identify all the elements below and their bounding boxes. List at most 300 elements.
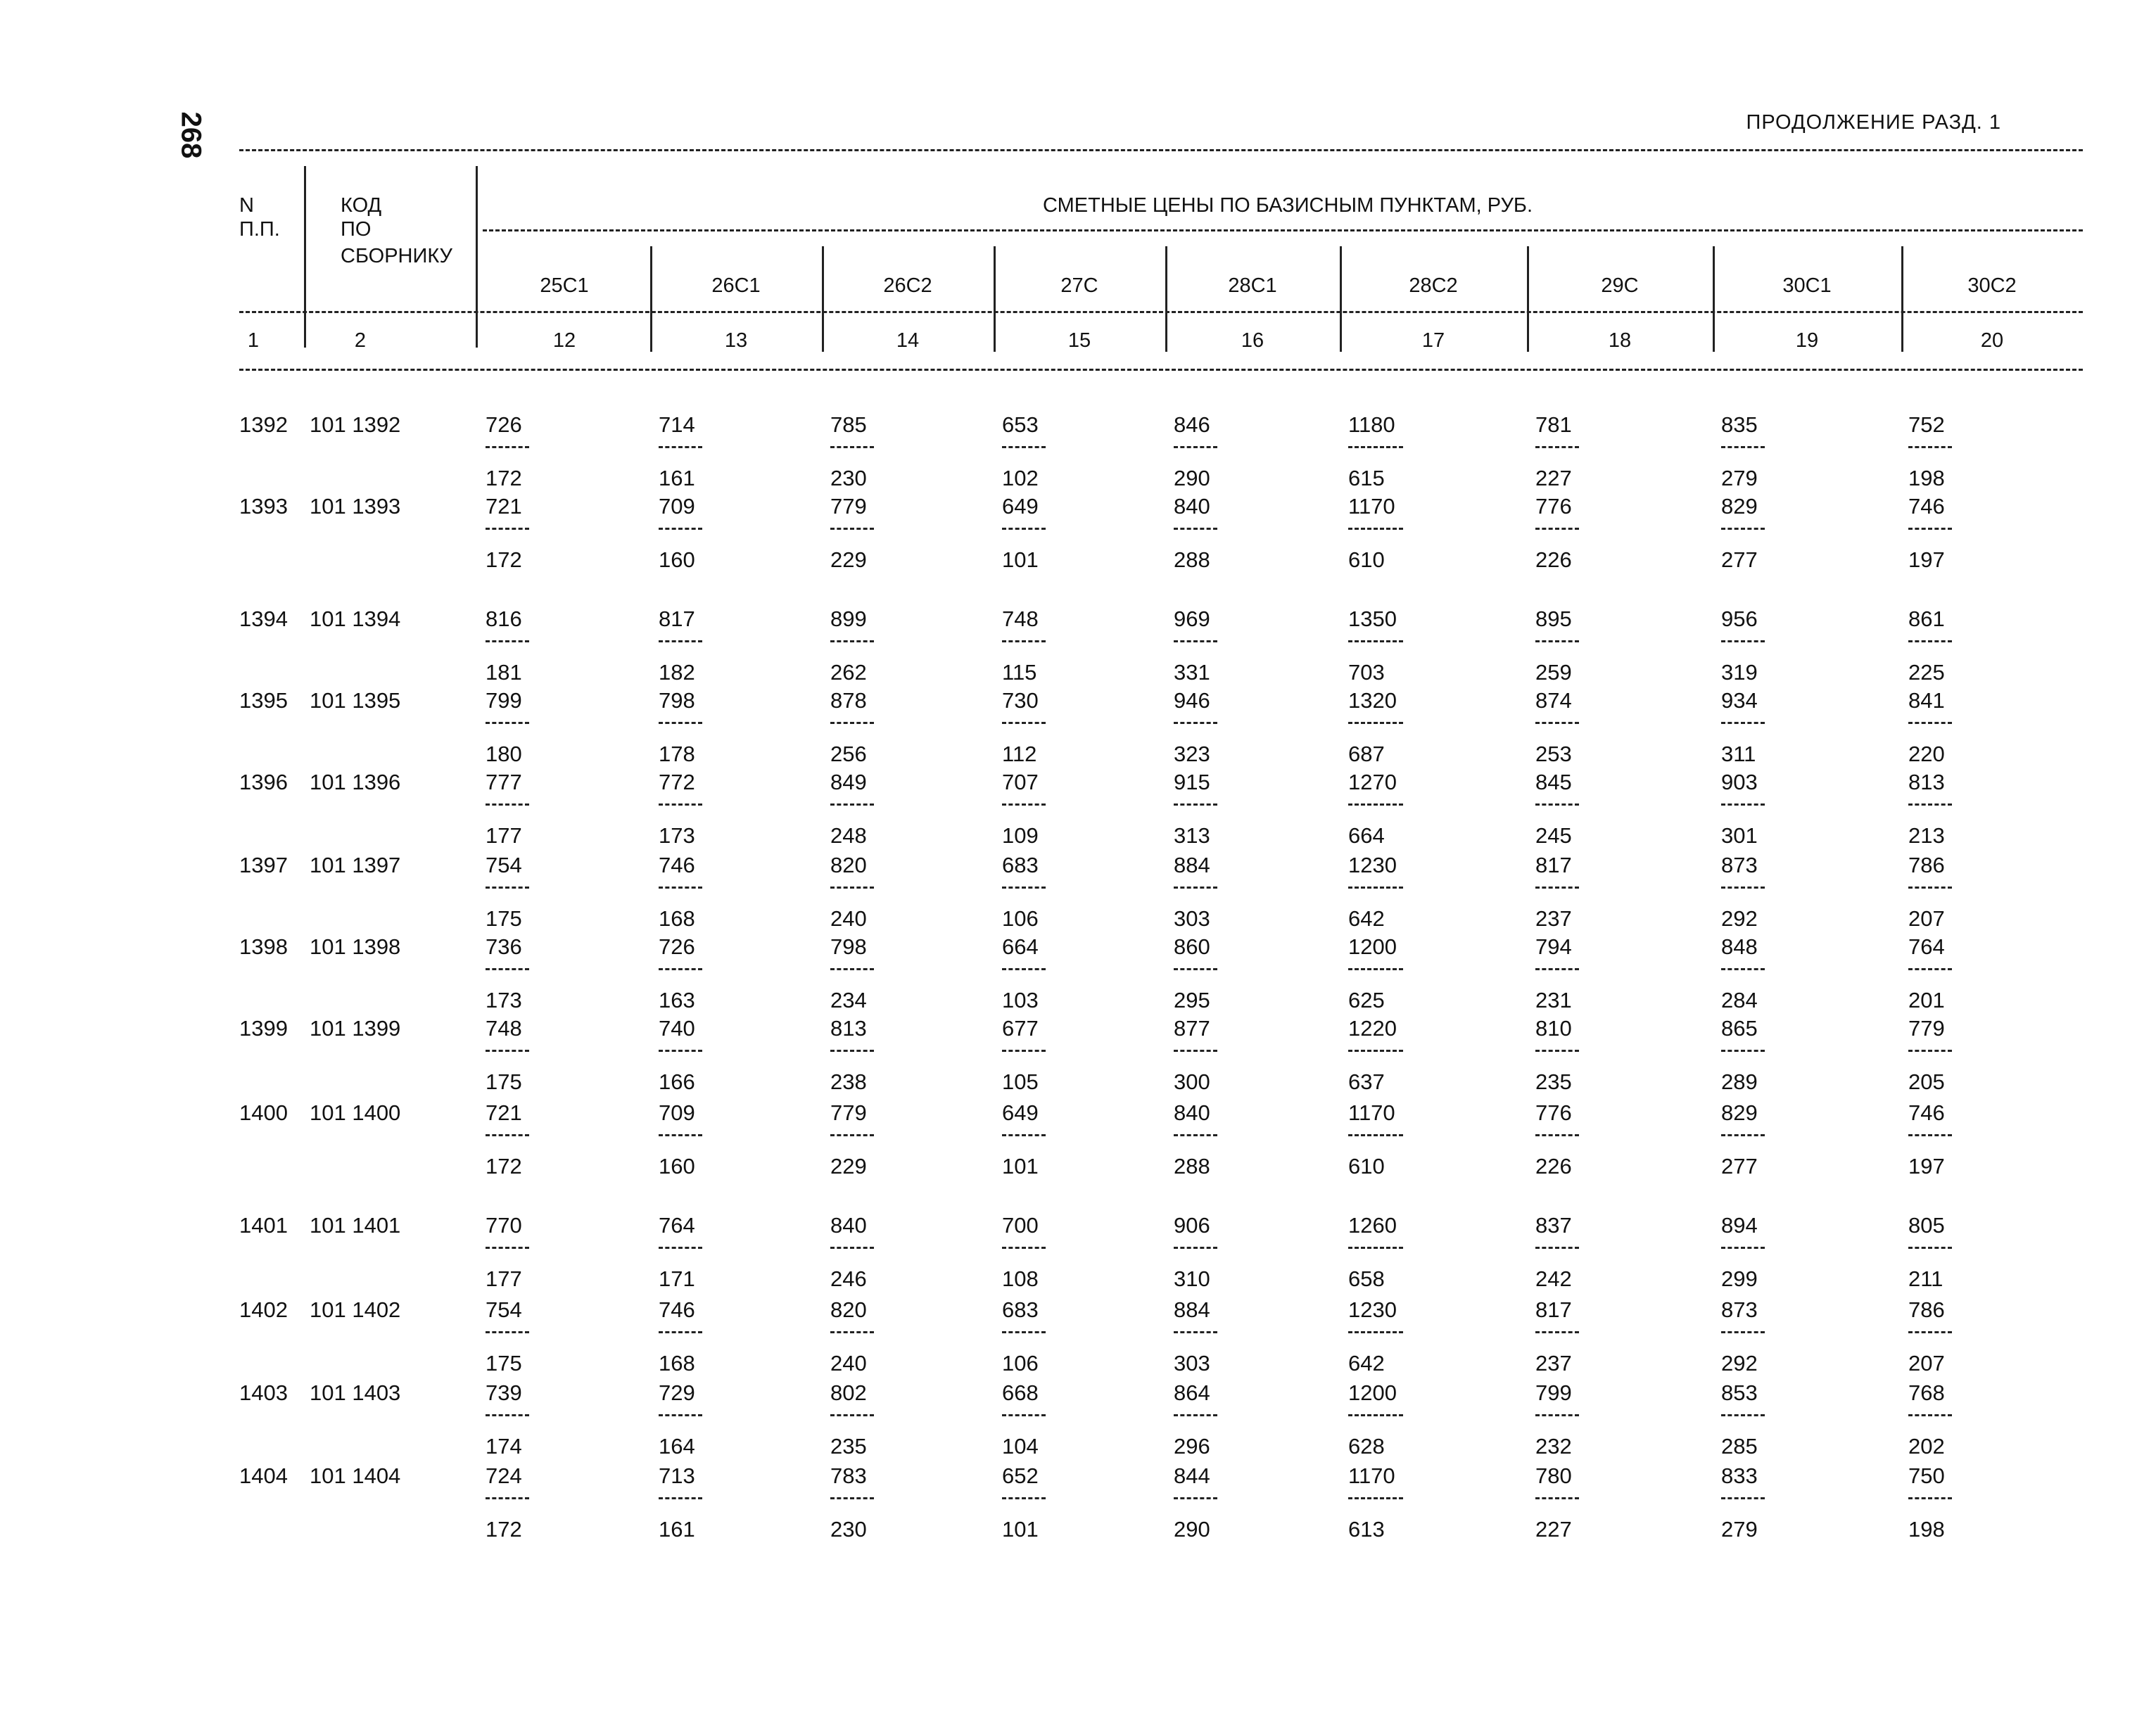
price-value: 786 [1908,853,1945,877]
fraction-line [1002,803,1046,806]
price-value: 721 [486,494,522,519]
fraction-line [830,968,874,970]
fraction-line [486,1414,529,1416]
column-number: 14 [896,329,920,352]
price-value-denominator: 181 [486,660,522,685]
price-value: 739 [486,1380,522,1405]
row-code: 101 1396 [310,770,401,794]
continuation-title: ПРОДОЛЖЕНИЕ РАЗД. 1 [1746,111,2001,134]
price-value: 700 [1002,1213,1039,1238]
price-value: 816 [486,606,522,631]
fraction-line [1721,1497,1765,1499]
price-value: 835 [1721,412,1758,437]
column-number: 17 [1421,329,1445,352]
fraction-line [1002,1050,1046,1052]
price-value-denominator: 115 [1002,660,1037,685]
price-value-denominator: 231 [1535,988,1572,1012]
row-code: 101 1400 [310,1100,401,1125]
price-value: 802 [830,1380,867,1405]
price-value-denominator: 279 [1721,1517,1758,1542]
fraction-line [1348,446,1403,448]
fraction-line [1721,1050,1765,1052]
fraction-line [1174,1134,1217,1136]
price-value-denominator: 238 [830,1069,867,1094]
price-value: 817 [1535,1297,1572,1322]
price-value-denominator: 242 [1535,1266,1572,1291]
header-code-1: КОД [341,194,382,217]
fraction-line [486,1050,529,1052]
price-value-denominator: 108 [1002,1266,1039,1291]
fraction-line [1535,887,1579,889]
price-value-denominator: 220 [1908,742,1945,766]
fraction-line [1721,528,1765,530]
row-number: 1401 [239,1213,288,1238]
row-number: 1393 [239,494,288,519]
column-number: 15 [1067,329,1091,352]
fraction-line [659,722,702,724]
fraction-line [1721,722,1765,724]
fraction-line [1721,640,1765,642]
price-value-denominator: 235 [830,1434,867,1459]
price-value: 779 [830,494,867,519]
price-value: 781 [1535,412,1572,437]
fraction-line [1908,803,1952,806]
row-code: 101 1399 [310,1016,401,1041]
price-value-denominator: 277 [1721,547,1758,572]
price-value: 707 [1002,770,1039,794]
price-value: 798 [659,688,695,713]
price-value-denominator: 290 [1174,1517,1210,1542]
fraction-line [1535,1050,1579,1052]
price-value: 748 [1002,606,1039,631]
price-value-denominator: 323 [1174,742,1210,766]
fraction-line [1174,640,1217,642]
price-value-denominator: 253 [1535,742,1572,766]
fraction-line [1348,1247,1403,1249]
price-value-denominator: 288 [1174,1154,1210,1179]
top-rule [239,149,2083,151]
fraction-line [1002,1414,1046,1416]
fraction-line [1002,1247,1046,1249]
price-value: 652 [1002,1463,1039,1488]
fraction-line [659,803,702,806]
price-value-denominator: 292 [1721,1351,1758,1376]
fraction-line [1002,722,1046,724]
fraction-line [1002,528,1046,530]
fraction-line [1174,528,1217,530]
price-value-denominator: 168 [659,1351,695,1376]
price-value-denominator: 172 [486,1517,522,1542]
row-number: 1395 [239,688,288,713]
price-value: 884 [1174,1297,1210,1322]
fraction-line [1908,446,1952,448]
price-value-denominator: 202 [1908,1434,1945,1459]
price-value-denominator: 104 [1002,1434,1039,1459]
price-value-denominator: 226 [1535,1154,1572,1179]
base-point-label: 28С1 [1228,274,1277,297]
fraction-line [486,1247,529,1249]
price-value-denominator: 628 [1348,1434,1385,1459]
price-value-denominator: 625 [1348,988,1385,1012]
price-value: 860 [1174,934,1210,959]
fraction-line [1721,1414,1765,1416]
price-value-denominator: 290 [1174,466,1210,490]
price-value-denominator: 262 [830,660,867,685]
fraction-line [830,887,874,889]
fraction-line [659,1497,702,1499]
price-value: 724 [486,1463,522,1488]
price-value: 853 [1721,1380,1758,1405]
fraction-line [486,968,529,970]
price-value-denominator: 289 [1721,1069,1758,1094]
row-code: 101 1393 [310,494,401,519]
price-value: 956 [1721,606,1758,631]
price-value-denominator: 103 [1002,988,1039,1012]
price-value: 1230 [1348,853,1397,877]
price-value-denominator: 172 [486,547,522,572]
price-value-denominator: 171 [659,1266,695,1291]
fraction-line [1908,1050,1952,1052]
price-value: 817 [1535,853,1572,877]
fraction-line [486,528,529,530]
fraction-line [830,722,874,724]
price-value: 776 [1535,494,1572,519]
price-value-denominator: 259 [1535,660,1572,685]
price-value-denominator: 703 [1348,660,1385,685]
base-point-label: 28С2 [1409,274,1458,297]
fraction-line [1348,968,1403,970]
fraction-line [1535,803,1579,806]
price-value-denominator: 232 [1535,1434,1572,1459]
fraction-line [1174,1247,1217,1249]
fraction-line [1721,1247,1765,1249]
price-value: 841 [1908,688,1945,713]
price-value-denominator: 197 [1908,1154,1945,1179]
column-separator [1713,246,1715,352]
price-value-denominator: 173 [486,988,522,1012]
price-value-denominator: 299 [1721,1266,1758,1291]
fraction-line [1908,968,1952,970]
price-value-denominator: 205 [1908,1069,1945,1094]
price-value-denominator: 240 [830,906,867,931]
fraction-line [1174,1414,1217,1416]
price-value: 899 [830,606,867,631]
price-value-denominator: 201 [1908,988,1945,1012]
price-value: 668 [1002,1380,1039,1405]
row-code: 101 1392 [310,412,401,437]
fraction-line [486,640,529,642]
fraction-line [659,887,702,889]
price-value: 777 [486,770,522,794]
price-value-denominator: 227 [1535,466,1572,490]
price-value: 729 [659,1380,695,1405]
price-value-denominator: 229 [830,1154,867,1179]
price-value-denominator: 106 [1002,906,1039,931]
row-number: 1399 [239,1016,288,1041]
fraction-line [1174,722,1217,724]
fraction-line [1535,968,1579,970]
price-value: 829 [1721,494,1758,519]
price-value-denominator: 642 [1348,1351,1385,1376]
fraction-line [1174,803,1217,806]
fraction-line [1348,528,1403,530]
price-value: 780 [1535,1463,1572,1488]
row-code: 101 1395 [310,688,401,713]
fraction-line [1002,887,1046,889]
price-value-denominator: 285 [1721,1434,1758,1459]
fraction-line [1535,1247,1579,1249]
fraction-line [1348,1134,1403,1136]
fraction-line [1348,1414,1403,1416]
fraction-line [1908,1414,1952,1416]
price-value: 1220 [1348,1016,1397,1041]
fraction-line [1535,722,1579,724]
price-value: 934 [1721,688,1758,713]
column-number: 1 [247,329,260,352]
price-value-denominator: 245 [1535,823,1572,848]
price-value: 764 [1908,934,1945,959]
header-subrule [483,229,2083,231]
price-value-denominator: 112 [1002,742,1037,766]
row-number: 1404 [239,1463,288,1488]
price-value: 740 [659,1016,695,1041]
price-value-denominator: 284 [1721,988,1758,1012]
price-value-denominator: 301 [1721,823,1758,848]
base-point-label: 30С1 [1782,274,1832,297]
price-value: 783 [830,1463,867,1488]
price-value-denominator: 687 [1348,742,1385,766]
fraction-line [659,1414,702,1416]
fraction-line [1721,1134,1765,1136]
column-separator [1340,246,1342,352]
price-value-denominator: 610 [1348,547,1385,572]
price-value-denominator: 198 [1908,1517,1945,1542]
fraction-line [830,528,874,530]
fraction-line [659,446,702,448]
price-value: 829 [1721,1100,1758,1125]
price-value: 779 [830,1100,867,1125]
fraction-line [486,803,529,806]
fraction-line [830,803,874,806]
price-value: 677 [1002,1016,1039,1041]
fraction-line [1348,1497,1403,1499]
base-point-label: 29С [1601,274,1639,297]
column-separator [1901,246,1903,352]
price-value: 810 [1535,1016,1572,1041]
row-code: 101 1394 [310,606,401,631]
price-value: 840 [1174,1100,1210,1125]
price-value-denominator: 237 [1535,1351,1572,1376]
fraction-line [1908,1331,1952,1333]
price-value-denominator: 240 [830,1351,867,1376]
fraction-line [1002,968,1046,970]
column-number: 13 [724,329,748,352]
price-value-denominator: 277 [1721,1154,1758,1179]
price-value: 746 [1908,1100,1945,1125]
base-point-label: 25С1 [540,274,589,297]
price-value: 709 [659,494,695,519]
fraction-line [1348,1331,1403,1333]
fraction-line [1002,1134,1046,1136]
price-value-denominator: 642 [1348,906,1385,931]
price-value-denominator: 175 [486,1069,522,1094]
fraction-line [659,528,702,530]
price-value-denominator: 161 [659,1517,695,1542]
price-value-denominator: 610 [1348,1154,1385,1179]
price-value: 946 [1174,688,1210,713]
price-value-denominator: 168 [659,906,695,931]
price-value: 750 [1908,1463,1945,1488]
price-value-denominator: 227 [1535,1517,1572,1542]
fraction-line [1908,1497,1952,1499]
price-value-denominator: 213 [1908,823,1945,848]
price-value-denominator: 174 [486,1434,522,1459]
price-value-denominator: 288 [1174,547,1210,572]
header-code-2: ПО [341,218,372,241]
price-value-denominator: 175 [486,1351,522,1376]
price-value: 903 [1721,770,1758,794]
price-value-denominator: 234 [830,988,867,1012]
price-value-denominator: 303 [1174,906,1210,931]
price-value-denominator: 160 [659,1154,695,1179]
price-value: 1200 [1348,1380,1397,1405]
price-value: 1170 [1348,1100,1395,1125]
fraction-line [830,1247,874,1249]
row-code: 101 1398 [310,934,401,959]
price-value: 805 [1908,1213,1945,1238]
price-value: 799 [486,688,522,713]
price-value: 799 [1535,1380,1572,1405]
price-value-denominator: 246 [830,1266,867,1291]
fraction-line [1908,640,1952,642]
price-value-denominator: 177 [486,823,522,848]
row-code: 101 1404 [310,1463,401,1488]
price-value: 754 [486,853,522,877]
header-bar-code [476,166,478,348]
row-number: 1397 [239,853,288,877]
column-separator [994,246,996,352]
column-separator [822,246,824,352]
fraction-line [1174,446,1217,448]
fraction-line [659,1247,702,1249]
fraction-line [830,640,874,642]
row-code: 101 1403 [310,1380,401,1405]
page-number: 268 [175,111,207,159]
fraction-line [1721,887,1765,889]
price-value: 820 [830,853,867,877]
fraction-line [1721,446,1765,448]
price-value: 848 [1721,934,1758,959]
price-value: 1170 [1348,1463,1395,1488]
price-value: 730 [1002,688,1039,713]
base-point-label: 27С [1060,274,1098,297]
price-value-denominator: 178 [659,742,695,766]
price-value: 649 [1002,494,1039,519]
price-value-denominator: 160 [659,547,695,572]
column-separator [1527,246,1529,352]
fraction-line [1908,722,1952,724]
header-bar-n [304,166,306,348]
price-value: 752 [1908,412,1945,437]
fraction-line [486,446,529,448]
row-number: 1396 [239,770,288,794]
price-value: 813 [830,1016,867,1041]
price-value-denominator: 658 [1348,1266,1385,1291]
row-number: 1392 [239,412,288,437]
price-value: 736 [486,934,522,959]
price-value: 864 [1174,1380,1210,1405]
price-value-denominator: 172 [486,466,522,490]
fraction-line [486,1331,529,1333]
base-point-label: 26С2 [883,274,932,297]
price-value: 786 [1908,1297,1945,1322]
price-value: 772 [659,770,695,794]
column-separator [650,246,652,352]
price-value-denominator: 226 [1535,547,1572,572]
price-value: 785 [830,412,867,437]
fraction-line [1174,1331,1217,1333]
price-value-denominator: 292 [1721,906,1758,931]
base-point-label: 26С1 [711,274,761,297]
fraction-line [1908,528,1952,530]
column-number: 19 [1795,329,1819,352]
price-value-denominator: 172 [486,1154,522,1179]
price-value-denominator: 198 [1908,466,1945,490]
row-code: 101 1397 [310,853,401,877]
price-value-denominator: 235 [1535,1069,1572,1094]
fraction-line [1721,1331,1765,1333]
fraction-line [1348,887,1403,889]
price-value-denominator: 310 [1174,1266,1210,1291]
header-pp: П.П. [239,218,280,241]
price-value-denominator: 237 [1535,906,1572,931]
price-value-denominator: 102 [1002,466,1039,490]
header-code-3: СБОРНИКУ [341,245,452,267]
price-value-denominator: 613 [1348,1517,1385,1542]
row-number: 1394 [239,606,288,631]
price-value-denominator: 101 [1002,1517,1039,1542]
price-value-denominator: 163 [659,988,695,1012]
fraction-line [659,1050,702,1052]
price-value: 770 [486,1213,522,1238]
price-value-denominator: 331 [1174,660,1210,685]
fraction-line [1535,1497,1579,1499]
price-value: 1200 [1348,934,1397,959]
fraction-line [830,1414,874,1416]
price-value: 1260 [1348,1213,1397,1238]
price-value-denominator: 295 [1174,988,1210,1012]
fraction-line [1002,446,1046,448]
column-number: 12 [552,329,576,352]
fraction-line [1908,1247,1952,1249]
price-value: 713 [659,1463,695,1488]
fraction-line [1348,803,1403,806]
price-value-denominator: 225 [1908,660,1945,685]
price-value-denominator: 664 [1348,823,1385,848]
price-value: 906 [1174,1213,1210,1238]
price-value: 721 [486,1100,522,1125]
row-code: 101 1402 [310,1297,401,1322]
price-value: 813 [1908,770,1945,794]
price-value-denominator: 197 [1908,547,1945,572]
column-number: 16 [1241,329,1264,352]
header-group-title: СМЕТНЫЕ ЦЕНЫ ПО БАЗИСНЫМ ПУНКТАМ, РУБ. [1043,194,1533,217]
price-value-denominator: 175 [486,906,522,931]
price-value: 840 [830,1213,867,1238]
price-value: 844 [1174,1463,1210,1488]
column-number: 18 [1608,329,1632,352]
fraction-line [1535,1414,1579,1416]
